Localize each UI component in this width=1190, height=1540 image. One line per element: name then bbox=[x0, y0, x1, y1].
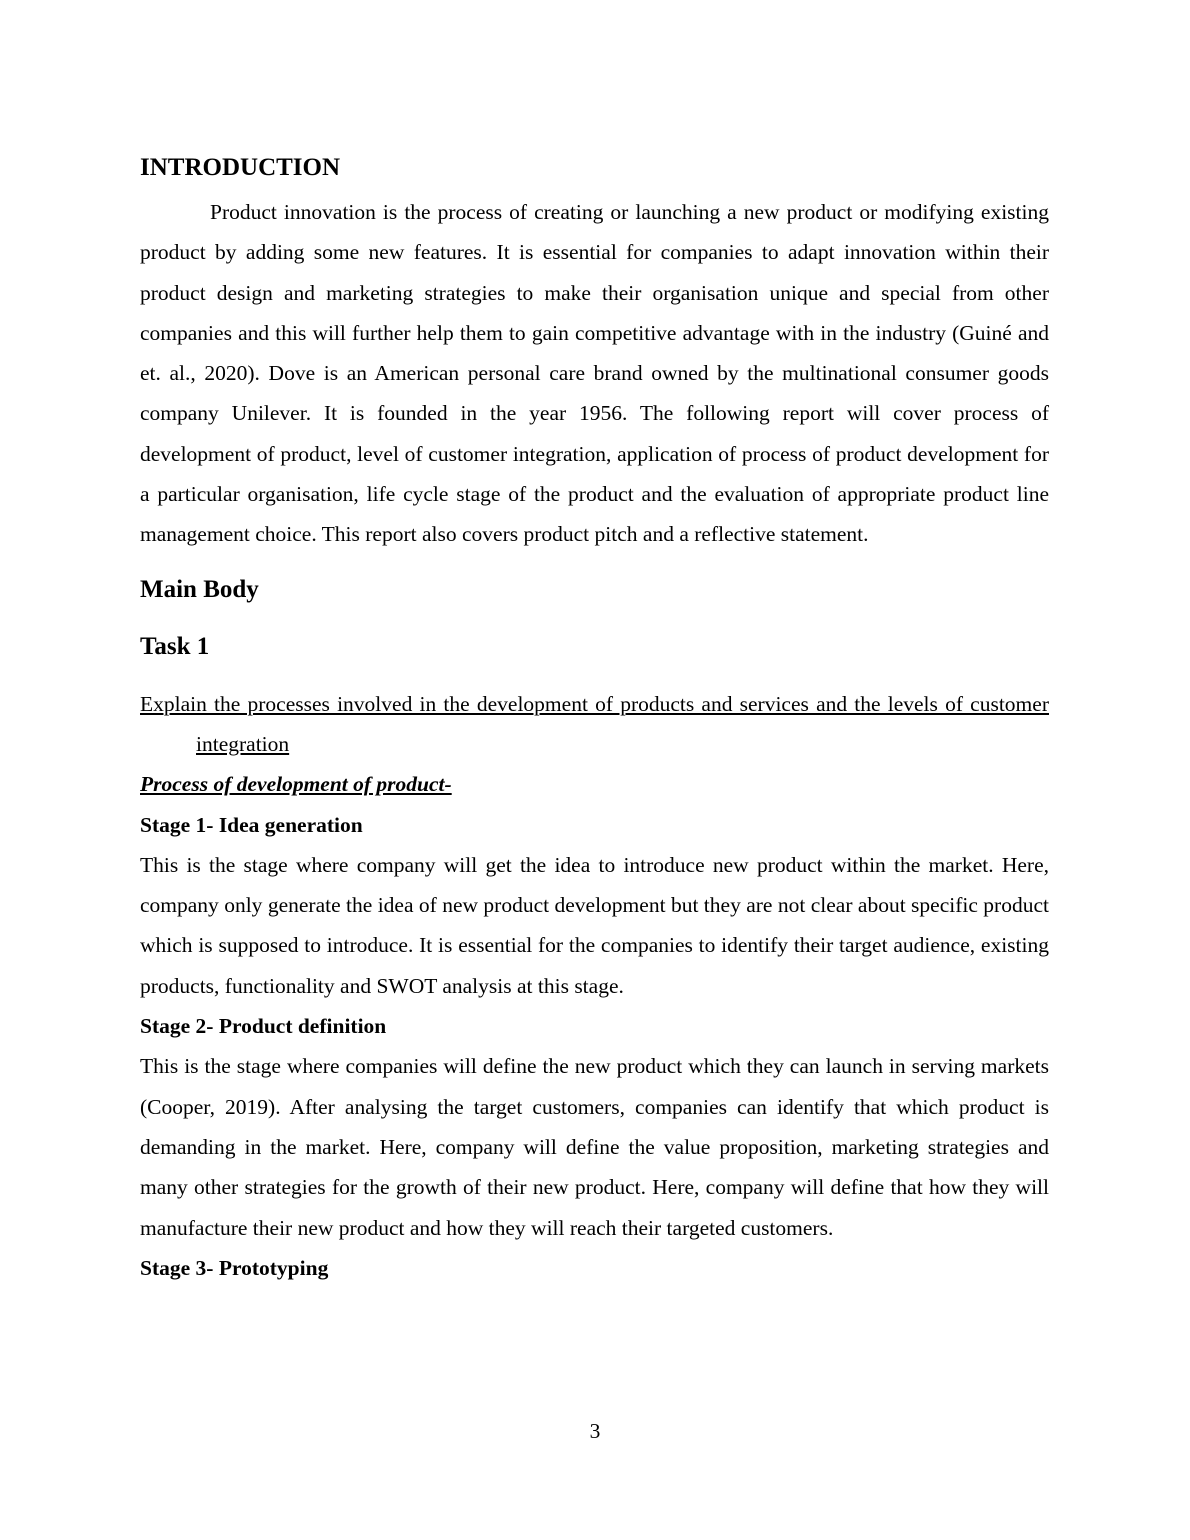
page-number: 3 bbox=[589, 1419, 601, 1443]
main-body-heading: Main Body bbox=[140, 575, 259, 603]
task-heading: Task 1 bbox=[140, 632, 210, 660]
stage-1-title: Stage 1- Idea generation bbox=[140, 812, 363, 837]
task-question: Explain the processes involved in the development of products and services and the levels of customer integration bbox=[140, 691, 1049, 756]
stage-1-text: This is the stage where company will get the idea to introduce new product within the market. Here, company only generate the idea of new product development but they are not clear about specific product which is supposed to introduce. It is essential for the companies to identify their target audience, existing products, functionality and SWOT analysis at this stage. bbox=[140, 852, 1049, 998]
intro-heading: INTRODUCTION bbox=[140, 154, 341, 181]
stage-2-text: This is the stage where companies will define the new product which they can launch in serving markets (Cooper, 2019). After analysing the target customers, companies can identify that which product is demanding in the market. Here, company will define the value proposition, marketing strategies and many other strategies for the growth of their new product. Here, company will define that how they will manufacture their new product and how they will reach their targeted customers. bbox=[140, 1054, 1049, 1240]
stage-2-title: Stage 2- Product definition bbox=[140, 1014, 387, 1039]
page-content bbox=[140, 148, 1049, 1288]
stage-3-title: Stage 3- Prototyping bbox=[140, 1255, 329, 1280]
intro-paragraph: Product innovation is the process of creating or launching a new product or modifying existing product by adding some new features. It is essential for companies to adapt innovation within their product design and marketing strategies to make their organisation unique and special from other companies and this will further help them to gain competitive advantage with in the industry (Guiné and et. al., 2020). Dove is an American personal care brand owned by the multinational consumer goods company Unilever. It is founded in the year 1956. The following report will cover process of development of product, level of customer integration, application of process of product development for a particular organisation, life cycle stage of the product and the evaluation of appropriate product line management choice. This report also covers product pitch and a reflective statement. bbox=[140, 200, 1049, 547]
process-heading: Process of development of product- bbox=[140, 772, 452, 797]
